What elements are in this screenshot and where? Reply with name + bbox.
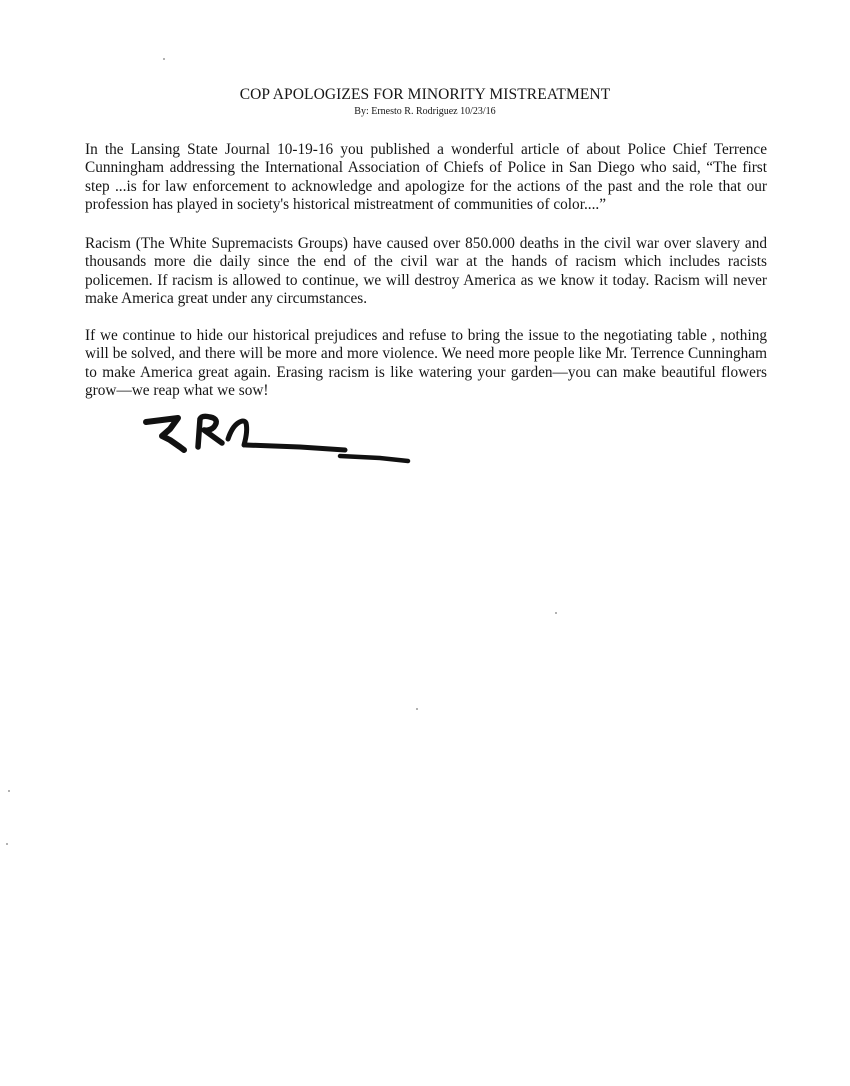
scan-speck <box>416 708 418 710</box>
signature-stroke-3 <box>228 421 247 445</box>
signature-stroke-2 <box>198 416 222 447</box>
scan-speck <box>163 58 165 60</box>
signature-stroke-5 <box>340 456 408 461</box>
signature-stroke-4 <box>246 445 345 450</box>
scan-speck <box>555 612 557 614</box>
paragraph-3: If we continue to hide our historical prejudices and refuse to bring the issue to the negotiating table , nothing will be solved, and there will be more and more violence. We need more people like Mr. Terrence Cunningham to make America great again. Erasing racism is like watering your garden—you can make beautiful flowers grow—we reap what we sow! <box>85 327 767 399</box>
paragraph-2: Racism (The White Supremacists Groups) have caused over 850.000 deaths in the civil war over slavery and thousands more die daily since the end of the civil war at the hands of racism which includes racists policemen. If racism is allowed to continue, we will destroy America as we know it today. Racism will never make America great under any circumstances. <box>85 235 767 307</box>
paragraph-1: In the Lansing State Journal 10-19-16 you published a wonderful article of about Police Chief Terrence Cunningham addressing the International Association of Chiefs of Police in San Diego who said, “The first step ...is for law enforcement to acknowledge and apologize for the actions of the past and the role that our profession has played in society's historical mistreatment of communities of color....” <box>85 141 767 213</box>
scan-speck <box>6 843 8 845</box>
handwritten-signature <box>140 405 420 475</box>
article-title: COP APOLOGIZES FOR MINORITY MISTREATMENT <box>239 86 611 103</box>
byline: By: Ernesto R. Rodriguez 10/23/16 <box>354 106 496 117</box>
signature-stroke-1 <box>146 418 184 450</box>
scan-speck <box>8 790 10 792</box>
